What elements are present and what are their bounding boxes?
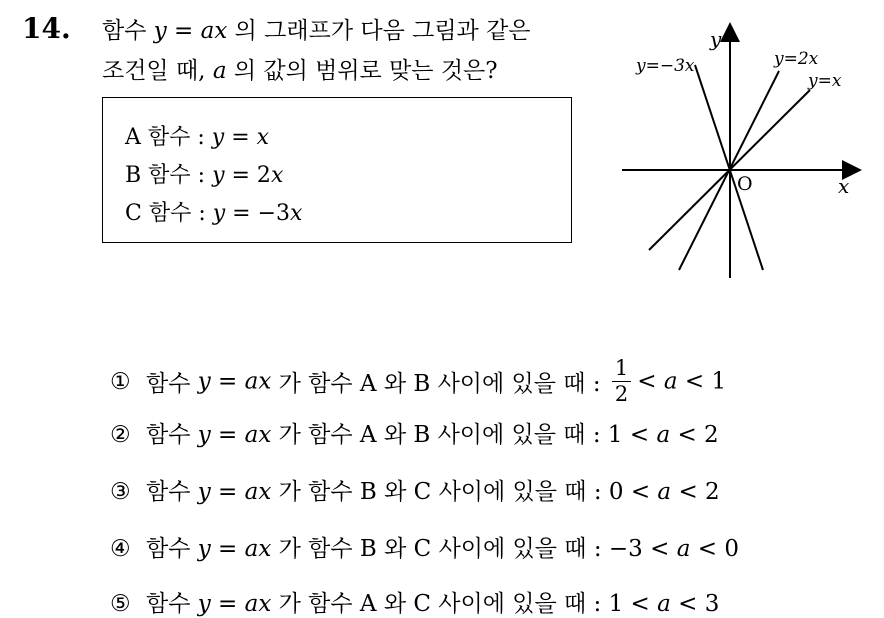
choice-4[interactable]: ④ 함수 y = ax 가 함수 B 와 C 사이에 있을 때 : −3 < a < 0 xyxy=(110,536,739,562)
condition-a: A 함수 : y = x xyxy=(125,125,270,150)
choice-5[interactable]: ⑤ 함수 y = ax 가 함수 A 와 C 사이에 있을 때 : 1 < a < 3 xyxy=(110,591,720,617)
origin-label: O xyxy=(737,173,753,195)
condition-b: B 함수 : y = 2x xyxy=(125,163,284,188)
label-y-x: y=x xyxy=(808,71,842,91)
graph xyxy=(610,18,870,288)
question-text-line-2: 조건일 때, a 의 값의 범위로 맞는 것은? xyxy=(102,58,498,84)
fraction-one-half: $\frac{1}{2}$ xyxy=(612,358,631,405)
choice-3-mark: ③ xyxy=(110,479,131,505)
question-text-line-1: 함수 y = ax 의 그래프가 다음 그림과 같은 xyxy=(102,18,531,44)
graph-svg xyxy=(610,18,870,288)
choice-1[interactable]: ① 함수 y = ax 가 함수 A 와 B 사이에 있을 때 : $\frac{1}{2}$ < a < 1 xyxy=(110,356,727,406)
x-axis-label: x xyxy=(838,174,850,198)
choice-4-mark: ④ xyxy=(110,536,131,562)
y-axis-label: y xyxy=(710,27,722,51)
condition-c: C 함수 : y = −3x xyxy=(125,201,303,226)
choice-1-mark: ① xyxy=(110,368,131,395)
question-number: 14. xyxy=(22,12,71,45)
conditions-box xyxy=(102,97,572,243)
choice-3[interactable]: ③ 함수 y = ax 가 함수 B 와 C 사이에 있을 때 : 0 < a < 2 xyxy=(110,479,720,505)
choice-2[interactable]: ② 함수 y = ax 가 함수 A 와 B 사이에 있을 때 : 1 < a < 2 xyxy=(110,422,719,448)
choice-2-mark: ② xyxy=(110,422,131,448)
choice-5-mark: ⑤ xyxy=(110,591,131,617)
label-y-neg3x: y=−3x xyxy=(636,56,695,76)
label-y-2x: y=2x xyxy=(774,49,819,69)
